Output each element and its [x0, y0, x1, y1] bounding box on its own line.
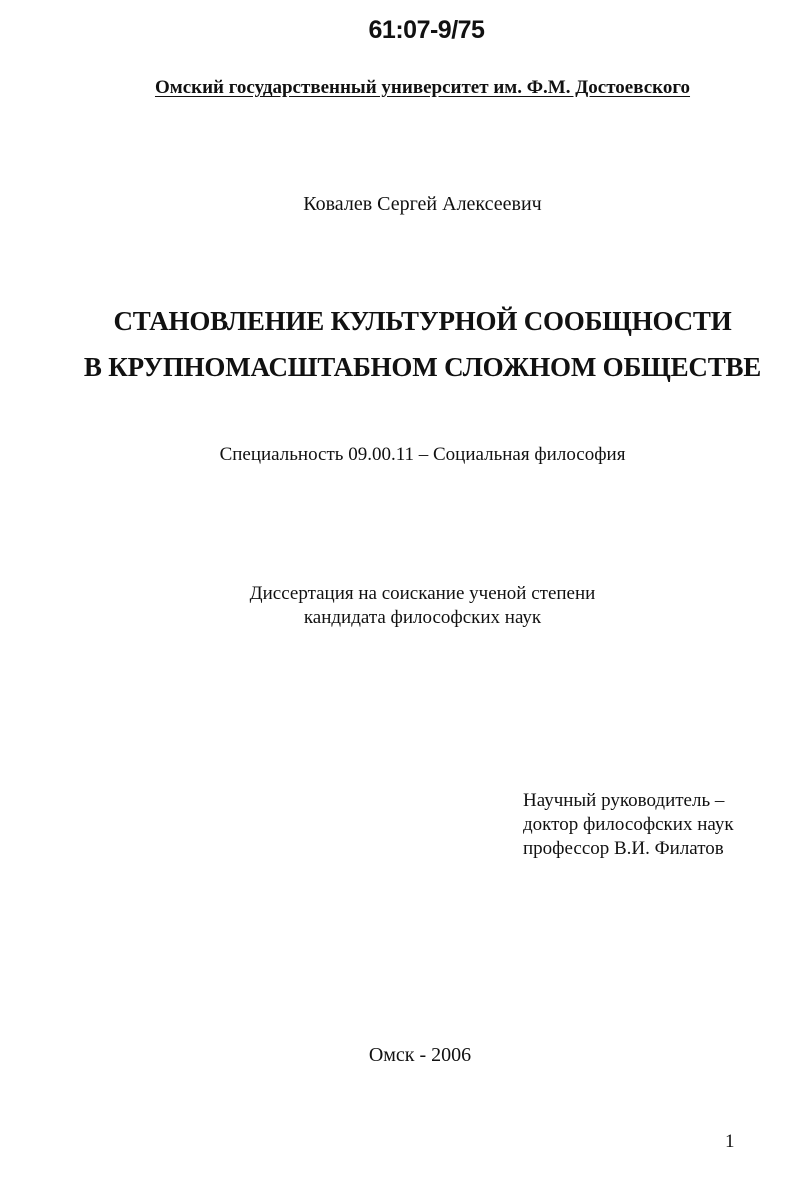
supervisor-line-1: Научный руководитель –	[523, 790, 725, 811]
dissertation-title-line-2: В КРУПНОМАСШТАБНОМ СЛОЖНОМ ОБЩЕСТВЕ	[83, 352, 762, 382]
supervisor-line-2: доктор философских наук	[523, 814, 734, 835]
catalog-stamp: 61:07-9/75	[368, 16, 485, 44]
degree-line-2: кандидата философских наук	[303, 607, 542, 628]
university-name: Омский государственный университет им. Ф.М. Достоевского	[154, 77, 691, 98]
specialty-line: Специальность 09.00.11 – Социальная философия	[219, 444, 626, 465]
city-year: Омск - 2006	[368, 1044, 472, 1066]
page-number: 1	[725, 1131, 735, 1152]
degree-line-1: Диссертация на соискание ученой степени	[249, 583, 596, 604]
dissertation-title-line-1: СТАНОВЛЕНИЕ КУЛЬТУРНОЙ СООБЩНОСТИ	[113, 306, 732, 336]
supervisor-line-3: профессор В.И. Филатов	[523, 838, 724, 859]
author-name: Ковалев Сергей Алексеевич	[303, 193, 542, 215]
